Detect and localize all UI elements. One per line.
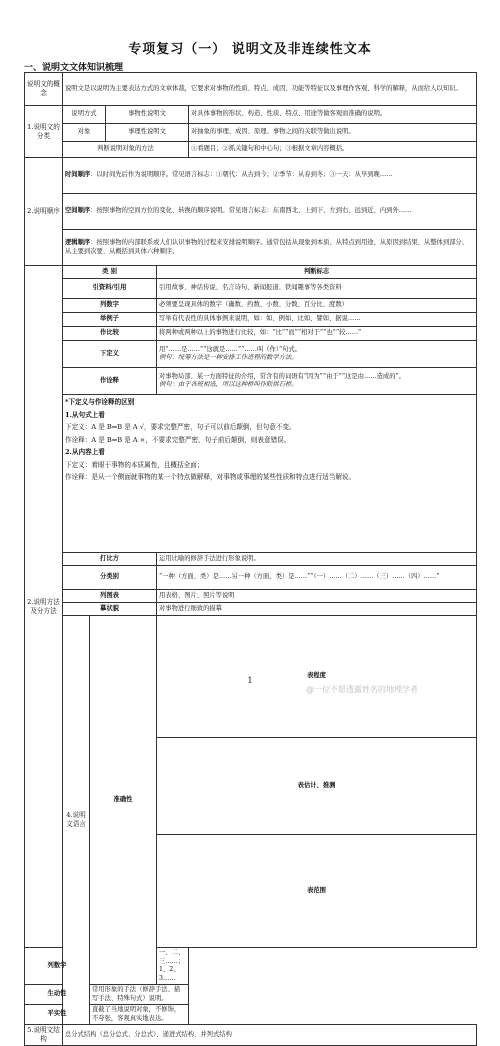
method-name: 列数字: [63, 299, 157, 313]
method-sign: [157, 341, 477, 368]
methods-label: 2.说明方法及分方法: [25, 266, 63, 948]
types-desc: 对具体事物的形状、构造、性质、特点、用途等做客观而准确的说明。: [189, 106, 477, 124]
table-row: [25, 395, 477, 553]
order-logic-name: 逻辑顺序: [65, 239, 91, 246]
table-row: [25, 566, 477, 590]
method-sign: “一种（方面、类）是……另一种（方面、类）是……”“（一）……（二）……（三）……（四）……”: [157, 566, 477, 590]
types-desc: 对抽象的事理、成因、原理、事物之间的关联等做出说明。: [189, 124, 477, 142]
types-type: 事物性说明文: [106, 106, 189, 124]
method-name: 下定义: [63, 341, 157, 368]
method-sign: 运用比喻的修辞手法进行形象说明。: [157, 553, 477, 566]
method-sign: 引用故事、神话传说、名言诗句、新闻报道、铁闻趣事等各类资料: [157, 279, 477, 299]
method-name: 打比方: [63, 553, 157, 566]
method-sign: 对事物进行细致的描摹: [157, 603, 477, 616]
methods-head-sign: 判断标志: [157, 266, 477, 279]
method-name: 作诠释: [63, 368, 157, 395]
types-type: 事理性说明文: [106, 124, 189, 142]
method-name: 分类别: [63, 566, 157, 590]
order-logic-text: ：按照事物的内部联系或人们认识事物的过程来安排说明顺序。通常包括从现象到本质、从特点到用途、从原因到结果、从整体到部分、从主要到次要、从概括到具体六种顺序。: [65, 239, 468, 255]
page-number: 1: [247, 676, 253, 685]
table-row: [25, 985, 477, 1005]
vivid-text: 常用形象的手法（修辞手法、描写手法、特殊句式）说明。: [90, 985, 189, 1005]
concept-text: 说明文是以说明为主要表达方式的文章体裁，它要求对事物的性质、特点、成因、功能等特征以及事理作客观、科学的解释，从而给人以知识。: [63, 73, 477, 106]
order-logic: [63, 230, 477, 266]
method-name: 列图表: [63, 590, 157, 603]
accuracy-key: 表程度: [157, 616, 477, 738]
plain-text: 直截了当地说明对象，不修饰，不夸张，客观真实地表达。: [90, 1005, 189, 1025]
methods-head-type: 类 别: [63, 266, 157, 279]
method-sign: 用表格、图片、照片等说明: [157, 590, 477, 603]
accuracy-key: 列数字: [25, 948, 90, 985]
method-name: 举例子: [63, 313, 157, 327]
order-time: [63, 158, 477, 194]
order-space: [63, 194, 477, 230]
diff-title: *下定义与作诠释的区别: [65, 398, 135, 406]
vivid-label: 生动性: [25, 985, 90, 1005]
watermark: @一位不愿透露姓名的地理学者: [306, 685, 418, 694]
accuracy-label: 准确性: [90, 616, 157, 985]
types-key: 对象: [63, 124, 106, 142]
table-row: [25, 327, 477, 341]
order-space-name: 空间顺序: [65, 207, 91, 215]
diff1-line: 作诠释：A 是 B⇒B 是 A ×，不要求完整严密，句子前后颠倒，则表意错误。: [65, 435, 291, 444]
method-name: 摹状貌: [63, 603, 157, 616]
table-row: [25, 603, 477, 616]
diff2-line: 下定义：着眼于事物的本质属性，且概括全面；: [65, 460, 204, 469]
method-name: 引资料/引用: [63, 279, 157, 299]
table-row: [25, 106, 477, 124]
page-title: 专项复习（一） 说明文及非连续性文本: [128, 42, 372, 57]
table-row: [25, 1025, 477, 1046]
method-diff: [63, 395, 477, 553]
diff1-title: 1.从句式上看: [65, 410, 105, 419]
order-time-text: ：以时间先后作为说明顺序。常见语言标志：①朝代：从古到今；②季节：从春到冬；③一天：从早到晚……: [90, 171, 393, 179]
diff2-line: 作诠释：是从一个侧面就事物的某一个特点做解释，对事物或事理的某些性质和特点进行适当解说。: [65, 473, 356, 482]
diff1-line: 下定义：A 是 B⇒B 是 A √，要求完整严密，句子可以前后颠倒，但句意不变。: [65, 423, 296, 432]
concept-label: 说明文的概念: [25, 73, 63, 106]
order-space-text: ：按照事物的空间方位的变化、转换的顺序说明。常见语言标志：东南西北、上到下、左到右、远到近、内到外……: [90, 207, 412, 215]
table-row: [25, 73, 477, 106]
def-example: 例句：统筹方法是一种安排工作进程的数学方法。: [159, 354, 298, 361]
method-sign: [157, 368, 477, 395]
table-row: [25, 266, 477, 279]
language-label: 4.说明文语言: [63, 616, 90, 1025]
def-line: 用“……是……”“这就是……”“……叫（作）”句式。: [159, 345, 302, 353]
table-row: [25, 194, 477, 230]
types-label: 1.说明文的分类: [25, 106, 63, 158]
table-row: [25, 230, 477, 266]
structure-label: 5.说明文结构: [25, 1025, 63, 1046]
judge-text: ①看题目；②抓关键句和中心句；③根据文章内容概括。: [189, 142, 477, 158]
types-key: 说明方式: [63, 106, 106, 124]
structure-text: 总分式结构（总分总式、分总式）、递进式结构、并列式结构: [63, 1025, 477, 1046]
exp-line: 对事物局部、某一方面特征的介绍，常含有的词语有“因为”“由于”“这是由……造成的”。: [159, 372, 406, 380]
judge-label: 判断说明对象的方法: [63, 142, 189, 158]
plain-label: 平实性: [25, 1005, 90, 1025]
section-heading: 一、说明文文体知识梳理: [24, 63, 124, 73]
method-name: 作比较: [63, 327, 157, 341]
accuracy-key: 表范围: [157, 834, 477, 948]
order-time-name: 时间顺序: [65, 171, 91, 179]
table-row: [25, 368, 477, 395]
table-row: [25, 279, 477, 299]
order-label: 2.说明顺序: [25, 158, 63, 266]
method-sign: 将两种或两种以上的事物进行比较，如：“比”“而”“相对于”“也”“较……”: [157, 327, 477, 341]
diff2-title: 2.从内容上看: [65, 448, 105, 457]
table-row: [25, 313, 477, 327]
method-sign: 必须要呈现具体的数字（确数、约数、小数、分数、百分比、度数）: [157, 299, 477, 313]
table-row: [25, 341, 477, 368]
table-row: [25, 299, 477, 313]
accuracy-value: 一、二、三……；1、2、3……: [157, 948, 189, 985]
method-sign: 写举有代表性的具体事例来说明，如：如、例如、比如、譬如、据说……: [157, 313, 477, 327]
table-row: [25, 553, 477, 566]
accuracy-key: 表估计、推测: [157, 738, 477, 835]
table-row: [25, 158, 477, 194]
table-row: [25, 124, 477, 142]
table-row: [25, 1005, 477, 1025]
knowledge-table: [24, 72, 477, 1046]
table-row: [25, 590, 477, 603]
table-row: [25, 142, 477, 158]
exp-example: 例句：由于各班相选，所以这种桥叫作联拱石桥。: [159, 381, 298, 388]
